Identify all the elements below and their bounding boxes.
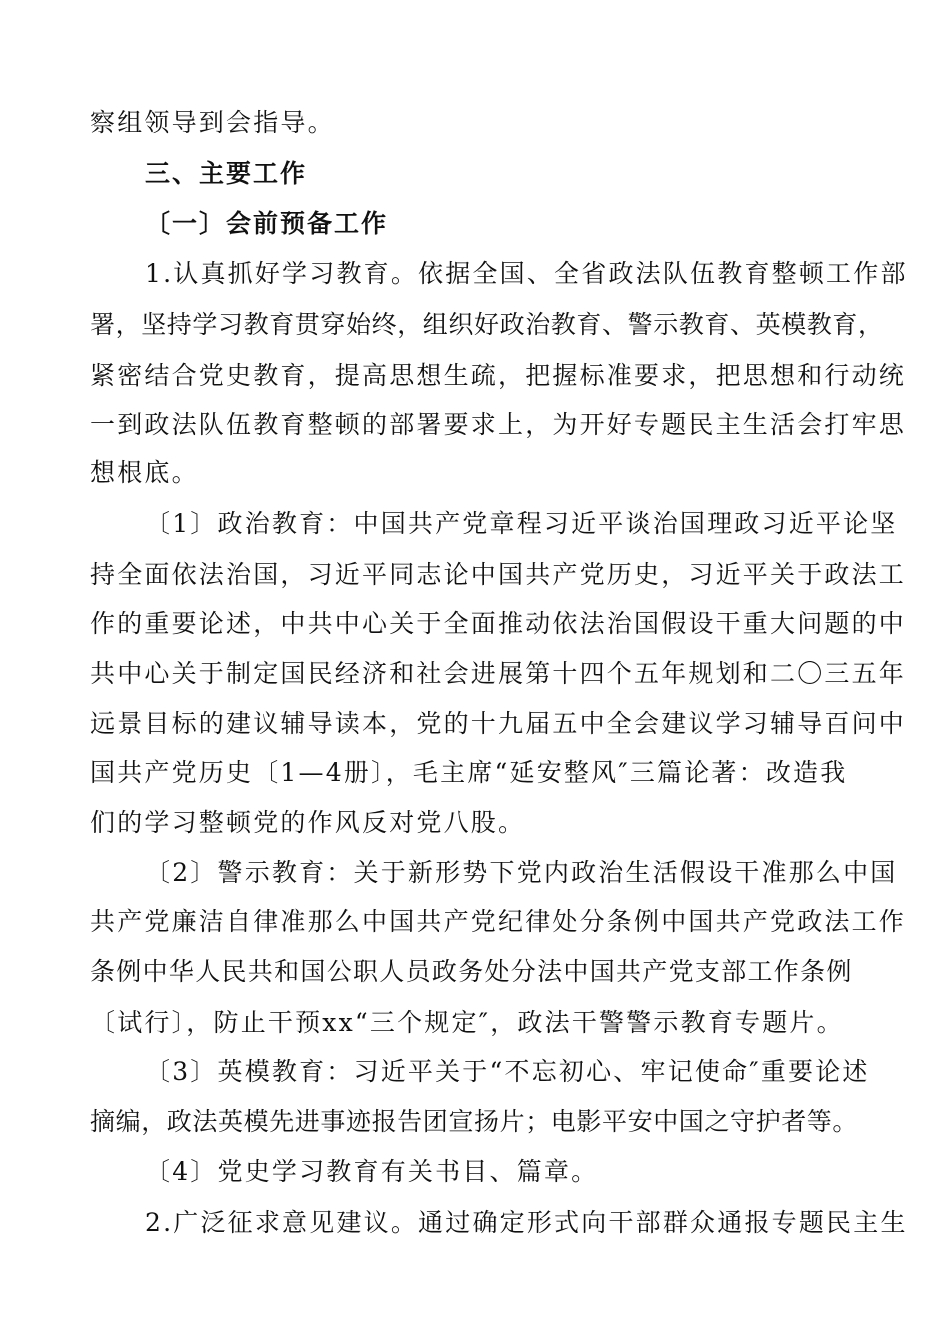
paragraph-line: 〔4〕党史学习教育有关书目、篇章。 (145, 1157, 599, 1186)
paragraph-line: 〔试行〕，防止干预xx“三个规定″，政法干警警示教育专题片。 (90, 1008, 844, 1037)
paragraph-line: 条例中华人民共和国公职人员政务处分法中国共产党支部工作条例 (90, 957, 853, 986)
paragraph-line: 察组领导到会指导。 (90, 108, 335, 137)
subsection-heading: 〔一〕会前预备工作 (145, 209, 389, 238)
paragraph-line: 想根底。 (90, 458, 199, 487)
paragraph-line: 1.认真抓好学习教育。依据全国、全省政法队伍教育整顿工作部 (145, 259, 908, 288)
paragraph-line: 〔2〕警示教育：关于新形势下党内政治生活假设干准那么中国 (145, 858, 898, 887)
paragraph-line: 2.广泛征求意见建议。通过确定形式向干部群众通报专题民主生 (145, 1208, 908, 1237)
paragraph-line: 紧密结合党史教育，提高思想生疏，把握标准要求，把思想和行动统 (90, 361, 907, 390)
paragraph-line: 共中心关于制定国民经济和社会进展第十四个五年规划和二〇三五年 (90, 659, 907, 688)
paragraph-line: 〔3〕英模教育：习近平关于“不忘初心、牢记使命″重要论述 (145, 1057, 870, 1086)
section-heading: 三、主要工作 (145, 159, 308, 188)
paragraph-line: 国共产党历史〔1—4册〕，毛主席“延安整风″三篇论著：改造我 (90, 758, 848, 787)
paragraph-line: 共产党廉洁自律准那么中国共产党纪律处分条例中国共产党政法工作 (90, 907, 907, 936)
paragraph-line: 〔1〕政治教育：中国共产党章程习近平谈治国理政习近平论坚 (145, 509, 898, 538)
paragraph-line: 持全面依法治国，习近平同志论中国共产党历史，习近平关于政法工 (90, 560, 907, 589)
paragraph-line: 摘编，政法英模先进事迹报告团宣扬片；电影平安中国之守护者等。 (90, 1107, 859, 1136)
paragraph-line: 远景目标的建议辅导读本，党的十九届五中全会建议学习辅导百问中 (90, 709, 907, 738)
paragraph-line: 署，坚持学习教育贯穿始终，组织好政治教育、警示教育、英模教育， (90, 310, 884, 339)
paragraph-line: 一到政法队伍教育整顿的部署要求上，为开好专题民主生活会打牢思 (90, 410, 907, 439)
paragraph-line: 们的学习整顿党的作风反对党八股。 (90, 808, 526, 837)
paragraph-line: 作的重要论述，中共中心关于全面推动依法治国假设干重大问题的中 (90, 609, 907, 638)
